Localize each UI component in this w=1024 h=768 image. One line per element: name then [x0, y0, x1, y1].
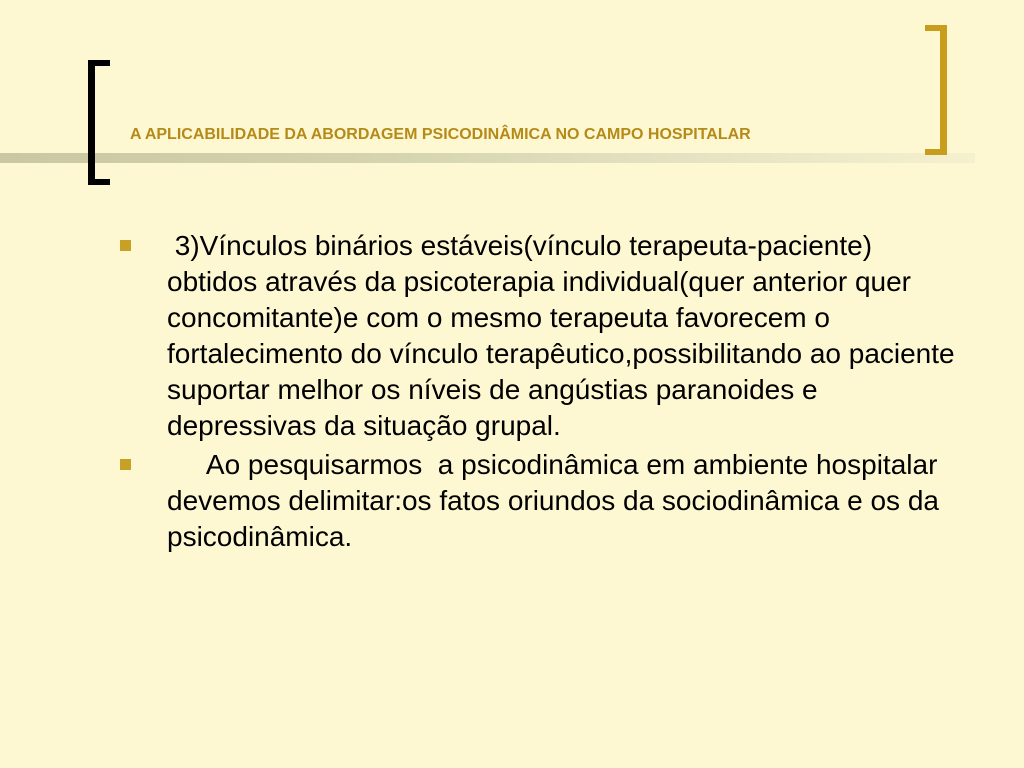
square-bullet-icon — [120, 459, 131, 470]
square-bullet-icon — [120, 240, 131, 251]
bullet-list — [120, 228, 963, 555]
bullet-text: 3)Vínculos binários estáveis(vínculo terapeuta-paciente) obtidos através da psicoterapia individual(quer anterior quer concomitante)e com o mesmo terapeuta favorecem o fortalecimento do vínculo terapêutico,possibilitando ao paciente suportar melhor os níveis de angústias paranoides e depressivas da situação grupal. — [167, 230, 963, 441]
bullet-text: Ao pesquisarmos a psicodinâmica em ambiente hospitalar devemos delimitar:os fatos oriundos da sociodinâmica e os da psicodinâmica. — [167, 449, 947, 552]
list-item — [120, 447, 960, 555]
title-underline-band — [0, 153, 975, 163]
slide-title: A APLICABILIDADE DA ABORDAGEM PSICODINÂMICA NO CAMPO HOSPITALAR — [130, 126, 751, 143]
right-bracket-icon — [925, 25, 947, 155]
list-item — [120, 228, 963, 444]
left-bracket-icon — [88, 60, 110, 185]
